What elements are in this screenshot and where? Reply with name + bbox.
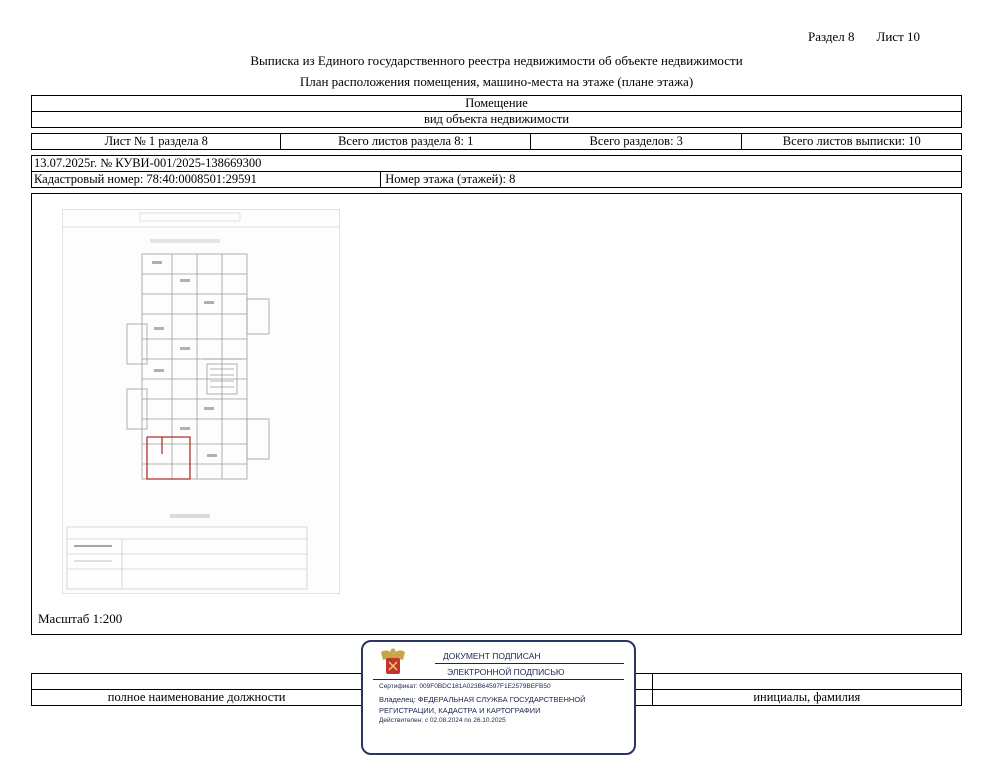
object-type-row xyxy=(31,95,962,112)
section-label: Раздел 8 xyxy=(808,29,855,44)
total-extract-sheets: Всего листов выписки: 10 xyxy=(782,134,921,148)
signature-position-cell xyxy=(32,674,362,689)
signature-name-cell xyxy=(653,674,961,689)
stamp-signed-title: ДОКУМЕНТ ПОДПИСАН xyxy=(443,651,541,661)
floor-plan-image xyxy=(62,209,340,594)
stamp-certificate: Сертификат: 009F0BDC181A023B64597F1E2579BEFB50 xyxy=(379,683,551,690)
object-type-value: Помещение xyxy=(465,96,528,110)
date-and-number: 13.07.2025г. № КУВИ-001/2025-138669300 xyxy=(34,156,262,170)
cadastral-number: Кадастровый номер: 78:40:0008501:29591 xyxy=(32,172,381,187)
electronic-signature-stamp xyxy=(361,640,636,755)
object-type-label: вид объекта недвижимости xyxy=(423,112,570,126)
stamp-owner-line2: РЕГИСТРАЦИИ, КАДАСТРА И КАРТОГРАФИИ xyxy=(379,706,541,715)
sheet-label: Лист 10 xyxy=(876,29,921,44)
stamp-owner-line1: Владелец: ФЕДЕРАЛЬНАЯ СЛУЖБА ГОСУДАРСТВЕННОЙ xyxy=(379,695,586,704)
stamp-divider xyxy=(435,663,624,664)
object-type-label-row xyxy=(31,111,962,128)
position-label: полное наименование должности xyxy=(32,690,362,705)
document-subtitle: План расположения помещения, машино-места на этаже (плане этажа) xyxy=(299,74,694,89)
sheet-number: Лист № 1 раздела 8 xyxy=(32,134,281,149)
stamp-divider xyxy=(373,679,624,680)
doc-number-row xyxy=(31,155,962,172)
floor-plan-area xyxy=(31,193,962,635)
section-sheet-header xyxy=(808,29,942,45)
coat-of-arms-icon xyxy=(377,646,409,680)
name-label: инициалы, фамилия xyxy=(753,690,861,704)
sheets-row xyxy=(31,133,962,150)
total-section-sheets: Всего листов раздела 8: 1 xyxy=(281,134,530,149)
total-sections: Всего разделов: 3 xyxy=(531,134,743,149)
floor-number: Номер этажа (этажей): 8 xyxy=(385,172,516,186)
scale-label: Масштаб 1:200 xyxy=(38,611,123,626)
document-title: Выписка из Единого государственного реестра недвижимости об объекте недвижимости xyxy=(250,53,743,68)
stamp-validity: Действителен: с 02.08.2024 по 26.10.2025 xyxy=(379,717,506,724)
cadastral-row xyxy=(31,171,962,188)
stamp-signed-subtitle: ЭЛЕКТРОННОЙ ПОДПИСЬЮ xyxy=(447,667,565,677)
